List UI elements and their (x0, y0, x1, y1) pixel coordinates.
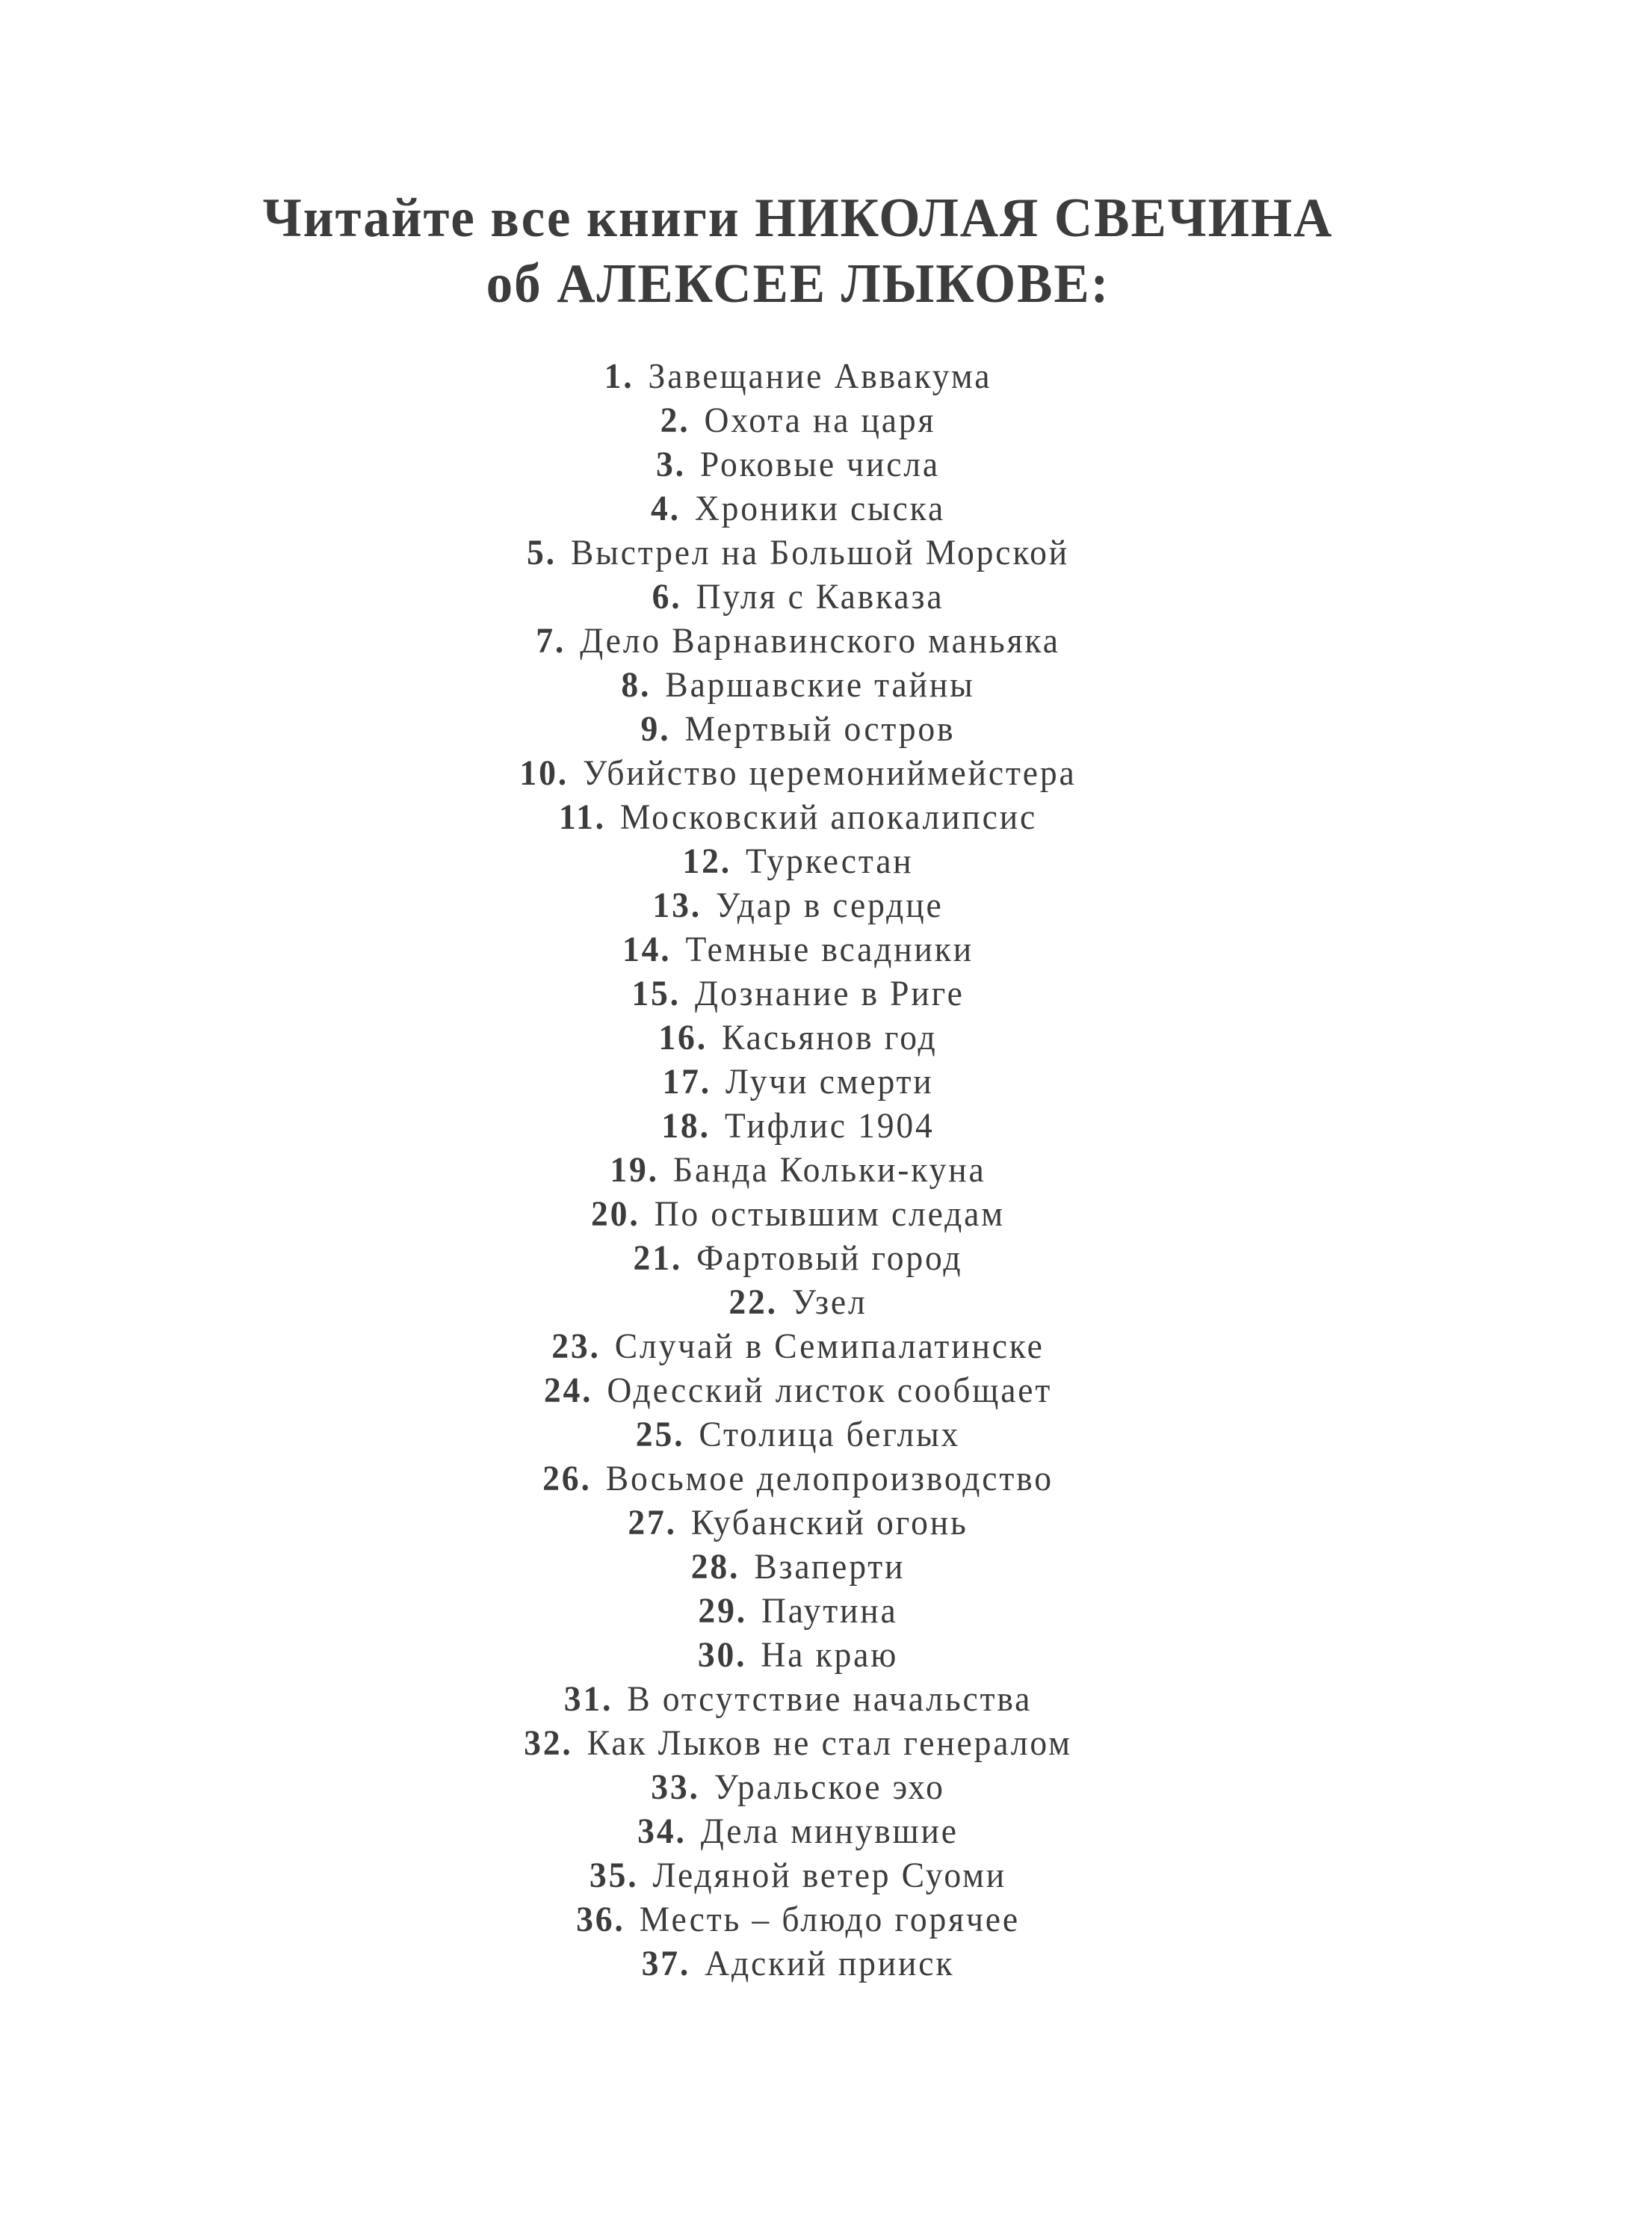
list-item (40, 1016, 1556, 1060)
list-item-title: Паутина (761, 1590, 898, 1631)
list-item (40, 751, 1556, 795)
list-item (40, 839, 1556, 883)
list-item-title: Фартовый город (696, 1238, 963, 1278)
page-title (0, 185, 1596, 317)
list-item-number: 17. (662, 1061, 711, 1102)
list-item (40, 1148, 1556, 1192)
page-title-line-2: об АЛЕКСЕЕ ЛЫКОВЕ: (486, 253, 1110, 315)
list-item-title: В отсутствие начальства (627, 1678, 1033, 1719)
list-item-title: Роковые числа (699, 444, 940, 484)
list-item-title: Дела минувшие (700, 1811, 959, 1851)
list-item-number: 2. (660, 400, 690, 440)
list-item-number: 35. (589, 1855, 639, 1895)
list-item-number: 26. (542, 1458, 592, 1498)
list-item (40, 1809, 1556, 1853)
list-item (40, 1853, 1556, 1897)
list-item-number: 23. (551, 1326, 601, 1366)
list-item-number: 16. (658, 1017, 708, 1057)
list-item (40, 1897, 1556, 1942)
list-item (40, 972, 1556, 1016)
list-item-number: 4. (650, 488, 681, 528)
list-item-number: 3. (656, 444, 686, 484)
book-list (0, 354, 1596, 1986)
list-item-title: Московский апокалипсис (619, 797, 1038, 837)
list-item-title: Дознание в Риге (694, 973, 965, 1013)
list-item-number: 20. (591, 1193, 640, 1234)
list-item (40, 619, 1556, 663)
list-item-title: Убийство церемониймейстера (582, 753, 1077, 793)
list-item (40, 1457, 1556, 1501)
list-item (40, 1765, 1556, 1809)
list-item-title: Охота на царя (704, 400, 936, 440)
list-item-title: Банда Кольки-куна (672, 1149, 986, 1190)
list-item-number: 22. (728, 1282, 778, 1322)
list-item (40, 1104, 1556, 1148)
list-item-number: 32. (524, 1723, 573, 1763)
list-item (40, 663, 1556, 707)
list-item-number: 9. (640, 708, 671, 749)
list-item (40, 531, 1556, 575)
list-item-number: 10. (519, 753, 569, 793)
list-item (40, 707, 1556, 751)
list-item-number: 8. (621, 664, 652, 705)
list-item-number: 28. (690, 1546, 740, 1587)
list-item-title: Уральское эхо (714, 1767, 945, 1807)
list-item-number: 21. (633, 1238, 683, 1278)
list-item-title: Восьмое делопроизводство (605, 1458, 1054, 1498)
list-item-title: На краю (761, 1634, 899, 1675)
list-item-number: 31. (563, 1678, 613, 1719)
list-item-title: Взаперти (754, 1546, 906, 1587)
list-item (40, 1677, 1556, 1721)
list-item-number: 15. (631, 973, 681, 1013)
list-item-number: 27. (628, 1502, 677, 1542)
list-item (40, 575, 1556, 619)
list-item (40, 1412, 1556, 1457)
page-title-line-1: Читайте все книги НИКОЛАЯ СВЕЧИНА (262, 188, 1334, 249)
list-item-number: 30. (697, 1634, 747, 1675)
list-item-title: Узел (791, 1282, 867, 1322)
list-item (40, 398, 1556, 442)
list-item-number: 19. (610, 1149, 659, 1190)
list-item-title: Туркестан (745, 841, 914, 881)
list-item-number: 29. (698, 1590, 747, 1631)
list-item-title: Удар в сердце (715, 885, 944, 925)
list-item-number: 18. (661, 1105, 711, 1146)
list-item (40, 883, 1556, 927)
list-item-title: Случай в Семипалатинске (614, 1326, 1045, 1366)
list-item (40, 1633, 1556, 1677)
list-item (40, 442, 1556, 486)
list-item-number: 7. (536, 620, 566, 661)
list-item-number: 36. (576, 1899, 625, 1939)
list-item (40, 795, 1556, 839)
list-item-title: Месть – блюдо горячее (639, 1899, 1020, 1939)
list-item-number: 12. (682, 841, 731, 881)
list-item-number: 1. (604, 356, 634, 396)
list-item-title: Варшавские тайны (665, 664, 975, 705)
list-item (40, 1280, 1556, 1324)
list-item-title: Одесский листок сообщает (607, 1370, 1053, 1410)
list-item-number: 14. (622, 929, 672, 969)
list-item-number: 11. (558, 797, 606, 837)
list-item-title: По остывшим следам (654, 1193, 1005, 1234)
list-item-number: 5. (527, 532, 557, 572)
list-item-title: Хроники сыска (694, 488, 946, 528)
list-item (40, 1236, 1556, 1280)
list-item-number: 6. (652, 576, 682, 617)
list-item-title: Касьянов год (721, 1017, 938, 1057)
list-item-title: Ледяной ветер Суоми (652, 1855, 1007, 1895)
list-item-title: Дело Варнавинского маньяка (580, 620, 1060, 661)
list-item (40, 486, 1556, 531)
list-item-title: Мертвый остров (684, 708, 956, 749)
list-item-title: Как Лыков не стал генералом (587, 1723, 1072, 1763)
list-item-title: Тифлис 1904 (724, 1105, 935, 1146)
list-item-number: 13. (652, 885, 702, 925)
list-item (40, 1060, 1556, 1104)
list-item-number: 37. (641, 1943, 691, 1983)
list-item (40, 1545, 1556, 1589)
list-item (40, 1368, 1556, 1412)
list-item-title: Столица беглых (699, 1414, 961, 1454)
list-item (40, 927, 1556, 972)
list-item-number: 33. (651, 1767, 700, 1807)
list-item (40, 1501, 1556, 1545)
list-item-title: Темные всадники (685, 929, 974, 969)
list-item-title: Кубанский огонь (690, 1502, 968, 1542)
list-item (40, 1589, 1556, 1633)
list-item-title: Выстрел на Большой Морской (570, 532, 1069, 572)
list-item (40, 354, 1556, 398)
list-item (40, 1192, 1556, 1236)
list-item-title: Завещание Аввакума (648, 356, 992, 396)
list-item (40, 1942, 1556, 1986)
list-item-title: Адский прииск (705, 1943, 955, 1983)
list-item-number: 25. (635, 1414, 685, 1454)
list-item (40, 1721, 1556, 1765)
list-item-title: Лучи смерти (725, 1061, 934, 1102)
list-item-number: 34. (637, 1811, 687, 1851)
list-item (40, 1324, 1556, 1368)
list-item-title: Пуля с Кавказа (696, 576, 944, 617)
list-item-number: 24. (543, 1370, 593, 1410)
